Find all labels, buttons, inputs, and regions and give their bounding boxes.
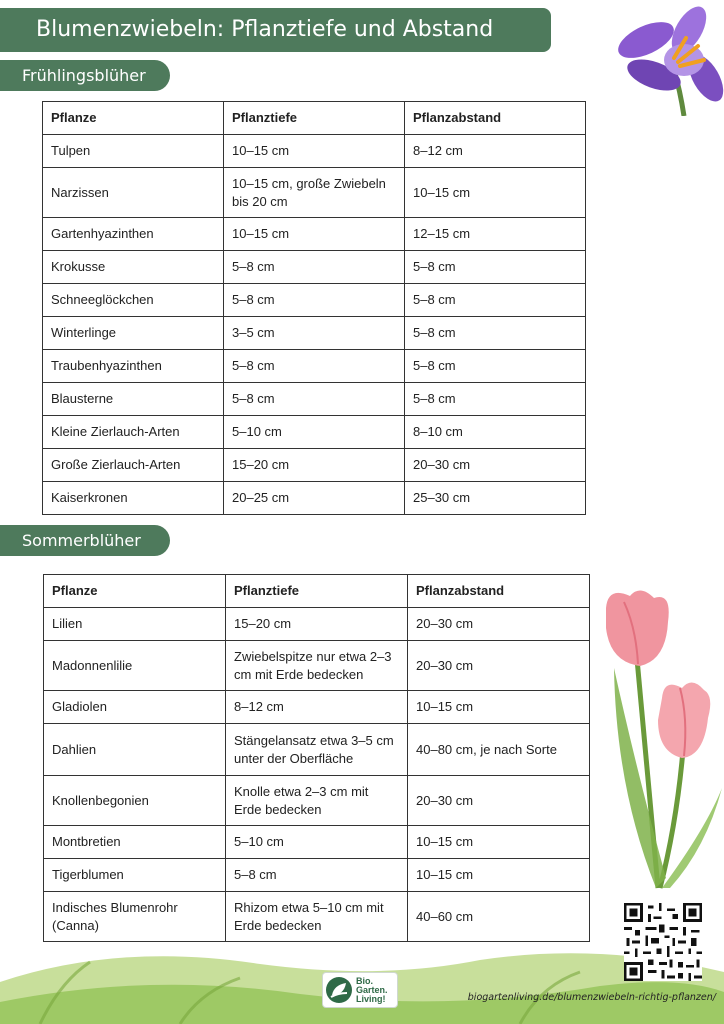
plant-cell: Tigerblumen	[44, 859, 226, 892]
plant-cell: Montbretien	[44, 826, 226, 859]
column-header-depth: Pflanztiefe	[224, 102, 405, 135]
table-row	[43, 482, 586, 515]
spacing-cell: 40–80 cm, je nach Sorte	[408, 724, 590, 776]
spacing-cell: 5–8 cm	[405, 284, 586, 317]
plant-cell: Narzissen	[43, 168, 224, 218]
spacing-cell: 10–15 cm	[405, 168, 586, 218]
plant-cell: Gartenhyazinthen	[43, 218, 224, 251]
plant-cell: Traubenhyazinthen	[43, 350, 224, 383]
summer-table	[43, 574, 590, 942]
plant-cell: Krokusse	[43, 251, 224, 284]
plant-cell: Große Zierlauch-Arten	[43, 449, 224, 482]
depth-cell: 5–8 cm	[224, 350, 405, 383]
plant-cell: Winterlinge	[43, 317, 224, 350]
plant-cell: Kaiserkronen	[43, 482, 224, 515]
depth-cell: 15–20 cm	[224, 449, 405, 482]
table-row	[43, 218, 586, 251]
spacing-cell: 8–10 cm	[405, 416, 586, 449]
tulip-illustration	[596, 588, 724, 893]
qr-code	[624, 903, 702, 981]
spacing-cell: 10–15 cm	[408, 691, 590, 724]
depth-cell: Stängelansatz etwa 3–5 cm unter der Oberfläche	[226, 724, 408, 776]
depth-cell: 5–8 cm	[224, 284, 405, 317]
brand-logo	[322, 972, 398, 1008]
plant-cell: Kleine Zierlauch-Arten	[43, 416, 224, 449]
table-row	[44, 776, 590, 826]
table-row	[43, 135, 586, 168]
spacing-cell: 40–60 cm	[408, 892, 590, 942]
depth-cell: 10–15 cm	[224, 135, 405, 168]
plant-cell: Blausterne	[43, 383, 224, 416]
depth-cell: Zwiebelspitze nur etwa 2–3 cm mit Erde bedecken	[226, 641, 408, 691]
table-row	[43, 168, 586, 218]
spacing-cell: 20–30 cm	[405, 449, 586, 482]
table-row	[44, 641, 590, 691]
spacing-cell: 20–30 cm	[408, 776, 590, 826]
table-row	[43, 284, 586, 317]
table-row	[44, 691, 590, 724]
depth-cell: 10–15 cm	[224, 218, 405, 251]
table-row	[44, 826, 590, 859]
plant-cell: Madonnenlilie	[44, 641, 226, 691]
plant-cell: Tulpen	[43, 135, 224, 168]
logo-text: Bio. Garten. Living!	[356, 975, 388, 1004]
spacing-cell: 5–8 cm	[405, 383, 586, 416]
spacing-cell: 12–15 cm	[405, 218, 586, 251]
page-title: Blumenzwiebeln: Pflanztiefe und Abstand	[0, 8, 551, 52]
column-header-spacing: Pflanzabstand	[405, 102, 586, 135]
column-header-plant: Pflanze	[44, 575, 226, 608]
depth-cell: Rhizom etwa 5–10 cm mit Erde bedecken	[226, 892, 408, 942]
table-row	[43, 383, 586, 416]
spacing-cell: 8–12 cm	[405, 135, 586, 168]
depth-cell: 5–8 cm	[226, 859, 408, 892]
table-row	[43, 317, 586, 350]
table-row	[44, 608, 590, 641]
depth-cell: 5–8 cm	[224, 251, 405, 284]
depth-cell: 15–20 cm	[226, 608, 408, 641]
column-header-depth: Pflanztiefe	[226, 575, 408, 608]
spacing-cell: 5–8 cm	[405, 317, 586, 350]
table-row	[44, 892, 590, 942]
depth-cell: Knolle etwa 2–3 cm mit Erde bedecken	[226, 776, 408, 826]
table-header-row	[43, 102, 586, 135]
depth-cell: 5–10 cm	[226, 826, 408, 859]
spacing-cell: 10–15 cm	[408, 826, 590, 859]
plant-cell: Dahlien	[44, 724, 226, 776]
depth-cell: 20–25 cm	[224, 482, 405, 515]
depth-cell: 3–5 cm	[224, 317, 405, 350]
table-row	[43, 251, 586, 284]
leaf-icon	[326, 977, 352, 1003]
source-url: biogartenliving.de/blumenzwiebeln-richtig-pflanzen/	[467, 992, 716, 1003]
column-header-spacing: Pflanzabstand	[408, 575, 590, 608]
section-heading-summer: Sommerblüher	[0, 525, 170, 556]
spacing-cell: 25–30 cm	[405, 482, 586, 515]
table-header-row	[44, 575, 590, 608]
spacing-cell: 5–8 cm	[405, 350, 586, 383]
spacing-cell: 5–8 cm	[405, 251, 586, 284]
depth-cell: 5–10 cm	[224, 416, 405, 449]
crocus-flower-illustration	[614, 0, 724, 116]
spring-table	[42, 101, 586, 515]
section-heading-spring: Frühlingsblüher	[0, 60, 170, 91]
table-row	[44, 859, 590, 892]
spacing-cell: 10–15 cm	[408, 859, 590, 892]
depth-cell: 10–15 cm, große Zwiebeln bis 20 cm	[224, 168, 405, 218]
plant-cell: Gladiolen	[44, 691, 226, 724]
spacing-cell: 20–30 cm	[408, 641, 590, 691]
table-row	[43, 350, 586, 383]
plant-cell: Schneeglöckchen	[43, 284, 224, 317]
table-row	[43, 416, 586, 449]
plant-cell: Indisches Blumenrohr (Canna)	[44, 892, 226, 942]
depth-cell: 5–8 cm	[224, 383, 405, 416]
table-row	[44, 724, 590, 776]
depth-cell: 8–12 cm	[226, 691, 408, 724]
table-row	[43, 449, 586, 482]
spacing-cell: 20–30 cm	[408, 608, 590, 641]
plant-cell: Knollenbegonien	[44, 776, 226, 826]
plant-cell: Lilien	[44, 608, 226, 641]
column-header-plant: Pflanze	[43, 102, 224, 135]
